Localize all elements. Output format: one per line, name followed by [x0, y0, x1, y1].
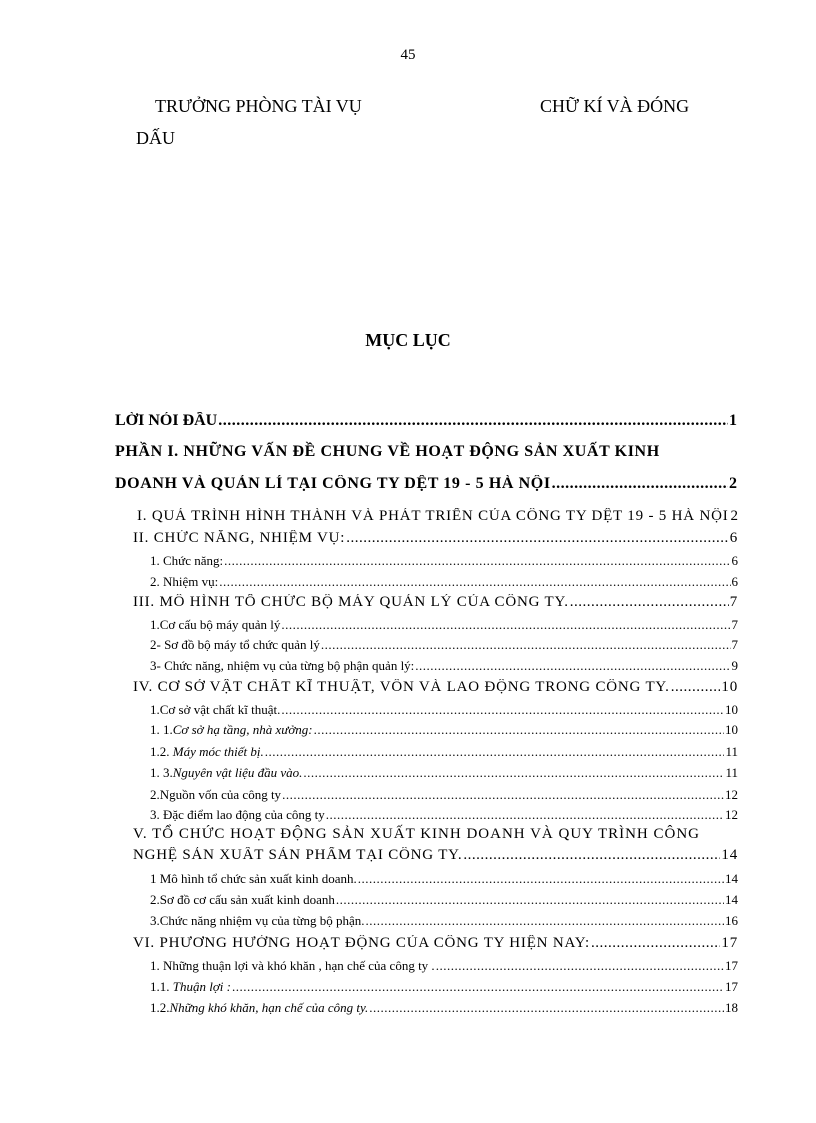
toc-entry-page: 7: [731, 637, 738, 652]
toc-entry-s6-1b[interactable]: [150, 1000, 738, 1016]
toc-leader: [282, 787, 724, 803]
toc-entry-page: 17: [725, 979, 738, 994]
toc-leader: [552, 475, 728, 493]
toc-entry-page: 10: [725, 722, 738, 737]
toc-entry-label: LỜI NÓI ĐẦU: [115, 412, 218, 429]
toc-entry-page: 16: [725, 913, 738, 928]
toc-entry-label: IV. CƠ SỞ VẬT CHẤT KĨ THUẬT, VỐN VÀ LAO ĐỘNG TRONG CÔNG TY.: [133, 679, 670, 695]
toc-entry-s1[interactable]: [137, 508, 743, 525]
toc-leader: [265, 744, 725, 760]
toc-entry-s2-1[interactable]: [150, 553, 738, 569]
toc-entry-s5-line1[interactable]: V. TỔ CHỨC HOẠT ĐỘNG SẢN XUẤT KINH DOANH VÀ QUY TRÌNH CÔNG: [133, 826, 701, 842]
toc-leader: [369, 1000, 724, 1016]
toc-entry-label: 3- Chức năng, nhiệm vụ của từng bộ phận quản lý:: [150, 658, 415, 673]
toc-entry-s4-1[interactable]: [150, 702, 738, 718]
toc-entry-page: 14: [721, 847, 738, 863]
toc-leader: [321, 637, 731, 653]
toc-entry-page: 6: [729, 530, 738, 546]
toc-entry-s2[interactable]: [133, 530, 738, 547]
toc-entry-page: 11: [725, 744, 738, 759]
toc-entry-s5-3[interactable]: [150, 913, 738, 929]
toc-leader: [671, 679, 721, 696]
toc-leader: [591, 935, 720, 952]
toc-entry-s4-3[interactable]: [150, 807, 738, 823]
toc-entry-s6-1[interactable]: [150, 958, 738, 974]
toc-entry-label: 1.Cơ cấu bộ máy quản lý: [150, 617, 281, 632]
toc-entry-page: 10: [725, 702, 738, 717]
toc-leader: [463, 847, 720, 864]
toc-entry-s3-2[interactable]: [150, 637, 738, 653]
toc-leader: [346, 530, 728, 547]
signature-left: TRƯỞNG PHÒNG TÀI VỤ: [155, 96, 362, 116]
toc-entry-s5-1[interactable]: [150, 871, 738, 887]
toc-entry-label: 1 Mô hình tổ chức sản xuất kinh doanh.: [150, 871, 357, 886]
toc-entry-label: 2. Nhiệm vụ:: [150, 574, 219, 589]
toc-entry-page: 6: [731, 574, 738, 589]
toc-entry-page: 11: [725, 765, 738, 780]
toc-entry-label: Những khó khăn, hạn chế của công ty.: [169, 1000, 369, 1015]
toc-leader: [281, 702, 724, 718]
toc-entry-page: 18: [725, 1000, 738, 1015]
toc-entry-s6[interactable]: [133, 935, 738, 952]
toc-leader: [303, 765, 724, 781]
toc-entry-s5[interactable]: [133, 847, 738, 864]
toc-leader: [281, 617, 730, 633]
toc-entry-intro[interactable]: [115, 412, 737, 430]
toc-leader: [436, 958, 724, 974]
signature-right-continuation: DẤU: [136, 128, 175, 148]
toc-leader: [314, 722, 724, 738]
page-number: 45: [400, 47, 416, 63]
toc-leader: [326, 807, 724, 823]
toc-entry-label: 1. Những thuận lợi và khó khăn , hạn chế của công ty .: [150, 958, 435, 973]
toc-entry-s2-2[interactable]: [150, 574, 738, 590]
toc-entry-label: II. CHỨC NĂNG, NHIỆM VỤ:: [133, 530, 346, 546]
toc-entry-label: VI. PHƯƠNG HƯỚNG HOẠT ĐỘNG CỦA CÔNG TY HIỆN NAY:: [133, 935, 590, 951]
toc-entry-s6-1a[interactable]: [150, 979, 738, 995]
toc-entry-s3[interactable]: [133, 594, 738, 611]
toc-entry-page: 17: [725, 958, 738, 973]
toc-entry-label: 3. Đặc điểm lao động của công ty: [150, 807, 325, 822]
toc-entry-s3-3[interactable]: [150, 658, 738, 674]
toc-entry-label: Thuận lợi :: [172, 979, 231, 994]
toc-entry-page: 2: [729, 475, 737, 492]
toc-entry-label: III. MÔ HÌNH TỔ CHỨC BỘ MÁY QUẢN LÝ CỦA CÔNG TY.: [133, 594, 569, 610]
toc-leader: [336, 892, 724, 908]
toc-entry-label: 1.Cơ sở vật chất kĩ thuật.: [150, 702, 281, 717]
toc-entry-label: Nguyên vật liệu đầu vào.: [172, 765, 303, 780]
toc-entry-prefix: 1. 1.: [150, 722, 173, 737]
toc-entry-page: 14: [725, 871, 738, 886]
toc-entry-page: 2: [730, 508, 739, 524]
toc-leader: [218, 412, 728, 430]
toc-entry-prefix: 1.2.: [150, 1000, 170, 1015]
toc-entry-page: 6: [731, 553, 738, 568]
toc-leader: [365, 913, 724, 929]
toc-entry-prefix: 1. 3.: [150, 765, 173, 780]
toc-leader: [219, 574, 730, 590]
toc-entry-page: 12: [725, 787, 738, 802]
toc-entry-label: DOANH VÀ QUẢN LÍ TẠI CÔNG TY DỆT 19 - 5 HÀ NỘI: [115, 475, 551, 492]
toc-entry-label: 2.Sơ đồ cơ cấu sản xuất kinh doanh: [150, 892, 335, 907]
signature-right: CHỮ KÍ VÀ ĐÓNG: [540, 96, 690, 116]
toc-leader: [570, 594, 729, 611]
toc-entry-page: 9: [731, 658, 738, 673]
toc-entry-s5-2[interactable]: [150, 892, 738, 908]
toc-leader: [232, 979, 724, 995]
toc-entry-label: Cơ sở hạ tầng, nhà xưởng:: [172, 722, 313, 737]
toc-entry-label: I. QUÁ TRÌNH HÌNH THÀNH VÀ PHÁT TRIỂN CỦA CÔNG TY DỆT 19 - 5 HÀ NỘI: [137, 508, 729, 524]
toc-entry-label: 2.Nguồn vốn của công ty: [150, 787, 282, 802]
toc-entry-s4[interactable]: [133, 679, 738, 696]
toc-entry-s4-2[interactable]: [150, 787, 738, 803]
toc-entry-label: 3.Chức năng nhiệm vụ của từng bộ phận.: [150, 913, 365, 928]
toc-entry-label: 2- Sơ đồ bộ máy tổ chức quản lý: [150, 637, 320, 652]
toc-leader: [224, 553, 730, 569]
toc-entry-s4-1b[interactable]: [150, 744, 738, 760]
toc-entry-page: 7: [729, 594, 738, 610]
toc-entry-part1-line1[interactable]: PHẦN I. NHỮNG VẤN ĐỀ CHUNG VỀ HOẠT ĐỘNG SẢN XUẤT KINH: [115, 443, 660, 460]
toc-entry-page: 10: [721, 679, 738, 695]
toc-entry-prefix: 1.2.: [150, 744, 173, 759]
toc-entry-s4-1a[interactable]: [150, 722, 738, 738]
toc-entry-label: 1. Chức năng:: [150, 553, 224, 568]
toc-entry-s3-1[interactable]: [150, 617, 738, 633]
toc-title: MỤC LỤC: [365, 330, 451, 350]
toc-entry-part1[interactable]: [115, 475, 737, 493]
toc-entry-label: NGHỆ SẢN XUẤT SẢN PHẨM TẠI CÔNG TY.: [133, 847, 463, 863]
toc-entry-page: 1: [729, 412, 737, 429]
toc-entry-page: 17: [721, 935, 738, 951]
toc-entry-label: Máy móc thiết bị.: [172, 744, 264, 759]
toc-entry-page: 14: [725, 892, 738, 907]
toc-entry-s4-1c[interactable]: [150, 765, 738, 781]
toc-leader: [415, 658, 730, 674]
toc-entry-page: 7: [731, 617, 738, 632]
toc-entry-prefix: 1.1.: [150, 979, 173, 994]
toc-entry-page: 12: [725, 807, 738, 822]
toc-leader: [358, 871, 724, 887]
